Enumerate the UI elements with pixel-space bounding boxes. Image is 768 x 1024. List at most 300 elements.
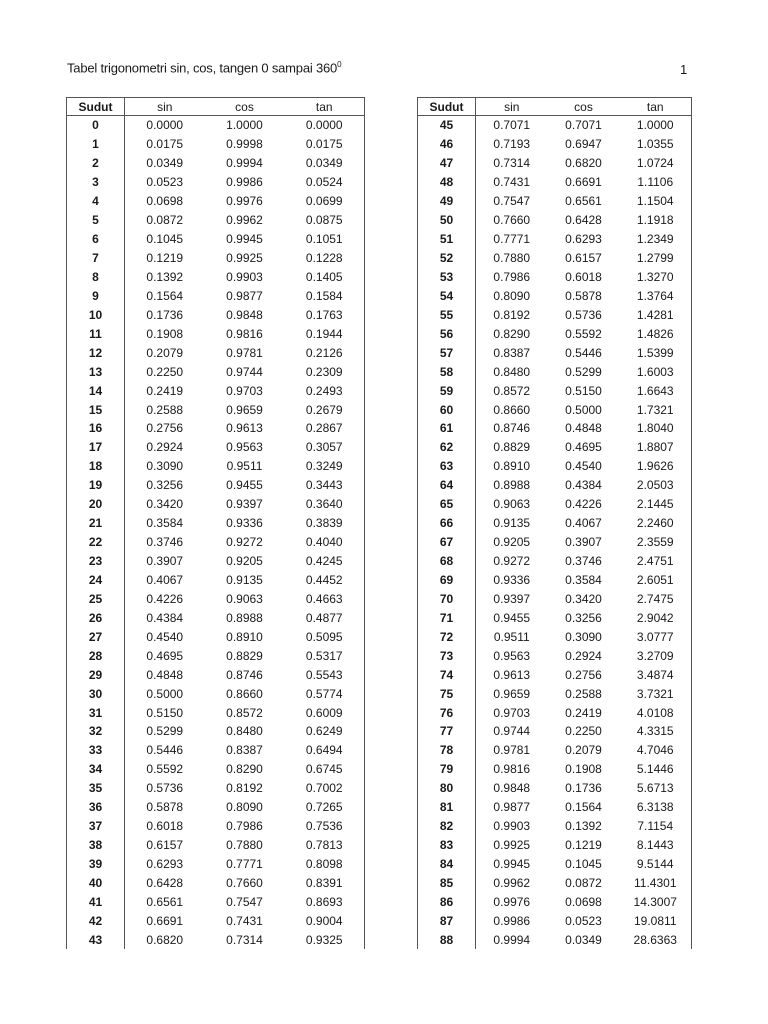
cell-tan: 0.2679 (285, 400, 365, 419)
cell-tan: 1.6643 (620, 381, 692, 400)
cell-cos: 0.5000 (565, 402, 602, 417)
cell-tan: 1.0724 (620, 154, 692, 173)
cell-sin: 0.3420 (146, 497, 184, 512)
table-row (418, 305, 692, 324)
table-row (67, 268, 365, 287)
table-row (418, 135, 692, 154)
table-row (67, 703, 365, 722)
cell-tan: 0.2309 (285, 362, 365, 381)
cell-cos: 0.4848 (565, 421, 602, 436)
cell-sudut: 7 (67, 249, 125, 268)
cell-sin: 0.8746 (493, 421, 531, 436)
cell-sudut: 6 (67, 230, 125, 249)
cell-sin: 0.9563 (493, 648, 531, 663)
cell-cos: 0.5736 (565, 307, 602, 322)
cell-tan: 2.0503 (620, 476, 692, 495)
table-row (67, 400, 365, 419)
cell-sin: 0.9816 (493, 762, 531, 777)
table-row (67, 930, 365, 949)
table-row (67, 173, 365, 192)
cell-tan: 1.1504 (620, 192, 692, 211)
cell-cos: 0.7660 (226, 875, 263, 890)
cell-tan: 0.5317 (285, 646, 365, 665)
cell-tan: 2.2460 (620, 514, 692, 533)
cell-sin: 0.5000 (146, 686, 184, 701)
cell-cos: 0.1908 (565, 762, 602, 777)
cell-tan: 3.4874 (620, 665, 692, 684)
cell-tan: 1.5399 (620, 343, 692, 362)
cell-sudut: 23 (67, 552, 125, 571)
cell-tan: 0.0699 (285, 192, 365, 211)
cell-cos: 0.9816 (226, 326, 263, 341)
cell-cos: 0.2250 (565, 724, 602, 739)
cell-tan: 1.0000 (620, 116, 692, 135)
table-row (418, 154, 692, 173)
cell-sudut: 41 (67, 892, 125, 911)
cell-tan: 1.3270 (620, 268, 692, 287)
cell-sudut: 28 (67, 646, 125, 665)
cell-cos: 0.9613 (226, 421, 263, 436)
cell-tan: 0.8098 (285, 855, 365, 874)
cell-sudut: 71 (418, 608, 476, 627)
cell-cos: 0.5150 (565, 383, 602, 398)
table-row (418, 722, 692, 741)
cell-sudut: 83 (418, 836, 476, 855)
cell-sudut: 13 (67, 362, 125, 381)
cell-sin: 0.3584 (146, 516, 184, 531)
cell-sudut: 37 (67, 817, 125, 836)
cell-cos: 0.4695 (565, 440, 602, 455)
cell-tan: 1.1918 (620, 211, 692, 230)
cell-sin: 0.4067 (146, 572, 184, 587)
cell-sin: 0.8090 (493, 288, 531, 303)
table-row (67, 855, 365, 874)
cell-tan: 0.6249 (285, 722, 365, 741)
cell-sudut: 80 (418, 779, 476, 798)
cell-tan: 4.3315 (620, 722, 692, 741)
table-row (418, 362, 692, 381)
cell-sudut: 69 (418, 571, 476, 590)
cell-sin: 0.6018 (146, 819, 184, 834)
cell-sin: 0.2588 (146, 402, 184, 417)
table-row (418, 779, 692, 798)
table-row (418, 798, 692, 817)
cell-sin: 0.8192 (493, 307, 531, 322)
table-row (418, 684, 692, 703)
cell-tan: 1.1106 (620, 173, 692, 192)
cell-sudut: 86 (418, 892, 476, 911)
cell-sin: 0.7660 (493, 213, 531, 228)
cell-sin: 0.7771 (493, 232, 531, 247)
cell-tan: 0.3443 (285, 476, 365, 495)
cell-sin: 0.0523 (146, 175, 184, 190)
cell-cos: 0.0872 (565, 875, 602, 890)
cell-tan: 0.8693 (285, 892, 365, 911)
table-row (418, 419, 692, 438)
cell-cos: 0.6561 (565, 194, 602, 209)
cell-tan: 3.7321 (620, 684, 692, 703)
cell-sudut: 73 (418, 646, 476, 665)
cell-sudut: 11 (67, 324, 125, 343)
cell-sudut: 4 (67, 192, 125, 211)
table-row (418, 855, 692, 874)
cell-sin: 0.4384 (146, 610, 184, 625)
cell-tan: 0.4452 (285, 571, 365, 590)
cell-cos: 0.5446 (565, 345, 602, 360)
cell-tan: 0.1763 (285, 305, 365, 324)
table-row (67, 457, 365, 476)
cell-tan: 0.3839 (285, 514, 365, 533)
cell-sudut: 3 (67, 173, 125, 192)
cell-sin: 0.2250 (146, 364, 184, 379)
cell-tan: 1.4281 (620, 305, 692, 324)
cell-sin: 0.8829 (493, 440, 531, 455)
cell-sin: 0.9976 (493, 894, 531, 909)
cell-sudut: 84 (418, 855, 476, 874)
header-sin: sin (125, 98, 205, 116)
cell-tan: 0.4040 (285, 533, 365, 552)
table-row (67, 684, 365, 703)
cell-sudut: 0 (67, 116, 125, 135)
table-row (67, 571, 365, 590)
cell-sin: 0.9703 (493, 705, 531, 720)
table-row (67, 627, 365, 646)
cell-sudut: 14 (67, 381, 125, 400)
cell-sudut: 64 (418, 476, 476, 495)
cell-tan: 1.0355 (620, 135, 692, 154)
cell-tan: 0.5095 (285, 627, 365, 646)
cell-cos: 0.0698 (565, 894, 602, 909)
cell-sin: 0.5446 (146, 743, 184, 758)
cell-sin: 0.4540 (146, 629, 184, 644)
cell-tan: 0.7265 (285, 798, 365, 817)
cell-sudut: 68 (418, 552, 476, 571)
cell-cos: 0.9744 (226, 364, 263, 379)
cell-sin: 0.7880 (493, 251, 531, 266)
cell-tan: 0.3640 (285, 495, 365, 514)
cell-sudut: 32 (67, 722, 125, 741)
table-row (67, 552, 365, 571)
cell-tan: 2.9042 (620, 608, 692, 627)
table-row (418, 892, 692, 911)
table-row (67, 514, 365, 533)
cell-sin: 0.6561 (146, 894, 184, 909)
cell-sudut: 38 (67, 836, 125, 855)
cell-sudut: 61 (418, 419, 476, 438)
table-row (418, 589, 692, 608)
cell-sudut: 20 (67, 495, 125, 514)
cell-cos: 0.8090 (226, 800, 263, 815)
table-row (67, 760, 365, 779)
table-row (418, 836, 692, 855)
table-row (418, 286, 692, 305)
cell-cos: 0.8988 (226, 610, 263, 625)
cell-cos: 0.9986 (226, 175, 263, 190)
table-row (67, 249, 365, 268)
cell-tan: 0.6009 (285, 703, 365, 722)
cell-sin: 0.9945 (493, 857, 531, 872)
cell-sudut: 26 (67, 608, 125, 627)
cell-cos: 0.1219 (565, 838, 602, 853)
cell-cos: 0.8746 (226, 667, 263, 682)
cell-tan: 0.5774 (285, 684, 365, 703)
cell-tan: 19.0811 (620, 911, 692, 930)
cell-sin: 0.0872 (146, 213, 184, 228)
cell-sudut: 45 (418, 116, 476, 135)
cell-sin: 0.9135 (493, 516, 531, 531)
cell-sudut: 35 (67, 779, 125, 798)
cell-cos: 0.9945 (226, 232, 263, 247)
cell-cos: 0.8387 (226, 743, 263, 758)
cell-cos: 0.4226 (565, 497, 602, 512)
cell-cos: 0.9998 (226, 137, 263, 152)
cell-sudut: 30 (67, 684, 125, 703)
cell-tan: 0.8391 (285, 874, 365, 893)
cell-sudut: 27 (67, 627, 125, 646)
cell-sin: 0.3090 (146, 459, 184, 474)
table-row (418, 817, 692, 836)
table-row (418, 230, 692, 249)
cell-sudut: 62 (418, 438, 476, 457)
cell-tan: 0.7813 (285, 836, 365, 855)
cell-sin: 0.9744 (493, 724, 531, 739)
cell-sudut: 63 (418, 457, 476, 476)
cell-sin: 0.1736 (146, 307, 184, 322)
cell-sin: 0.9205 (493, 535, 531, 550)
cell-tan: 3.0777 (620, 627, 692, 646)
cell-sin: 0.9781 (493, 743, 531, 758)
table-row (67, 476, 365, 495)
cell-sin: 0.7071 (493, 118, 531, 133)
cell-sin: 0.8480 (493, 364, 531, 379)
cell-tan: 2.4751 (620, 552, 692, 571)
table-row (418, 627, 692, 646)
header-tan: tan (285, 98, 365, 116)
cell-sin: 0.9659 (493, 686, 531, 701)
table-row (67, 911, 365, 930)
cell-sudut: 1 (67, 135, 125, 154)
header-sin: sin (476, 98, 548, 116)
cell-sin: 0.1045 (146, 232, 184, 247)
table-row (67, 798, 365, 817)
cell-sudut: 66 (418, 514, 476, 533)
cell-sin: 0.2924 (146, 440, 184, 455)
cell-tan: 0.3057 (285, 438, 365, 457)
cell-cos: 0.3420 (565, 591, 602, 606)
cell-sin: 0.6820 (146, 932, 184, 947)
cell-sudut: 51 (418, 230, 476, 249)
table-row (418, 741, 692, 760)
cell-sudut: 17 (67, 438, 125, 457)
table-row (418, 192, 692, 211)
cell-cos: 0.6820 (565, 156, 602, 171)
cell-sudut: 48 (418, 173, 476, 192)
cell-cos: 0.9455 (226, 478, 263, 493)
table-row (418, 571, 692, 590)
cell-cos: 0.8192 (226, 781, 263, 796)
cell-cos: 0.6293 (565, 232, 602, 247)
cell-sudut: 59 (418, 381, 476, 400)
table-row (418, 646, 692, 665)
table-row (67, 722, 365, 741)
cell-cos: 0.8829 (226, 648, 263, 663)
cell-tan: 5.1446 (620, 760, 692, 779)
cell-cos: 0.9962 (226, 213, 263, 228)
cell-sudut: 49 (418, 192, 476, 211)
cell-sin: 0.7314 (493, 156, 531, 171)
cell-sudut: 75 (418, 684, 476, 703)
table-row (418, 760, 692, 779)
table-row (418, 930, 692, 949)
cell-cos: 0.7986 (226, 819, 263, 834)
table-row (418, 495, 692, 514)
cell-cos: 0.9925 (226, 251, 263, 266)
cell-tan: 0.4877 (285, 608, 365, 627)
cell-tan: 0.5543 (285, 665, 365, 684)
cell-cos: 0.8290 (226, 762, 263, 777)
cell-tan: 5.6713 (620, 779, 692, 798)
cell-sin: 0.0175 (146, 137, 184, 152)
cell-tan: 0.7536 (285, 817, 365, 836)
cell-sin: 0.7431 (493, 175, 531, 190)
cell-cos: 0.1045 (565, 857, 602, 872)
cell-cos: 0.9336 (226, 516, 263, 531)
cell-sin: 0.2419 (146, 383, 184, 398)
trig-table-right (417, 97, 692, 949)
cell-tan: 0.0175 (285, 135, 365, 154)
cell-cos: 0.9135 (226, 572, 263, 587)
cell-sudut: 2 (67, 154, 125, 173)
cell-sin: 0.9336 (493, 572, 531, 587)
cell-sin: 0.9994 (493, 932, 531, 947)
cell-sudut: 40 (67, 874, 125, 893)
cell-cos: 0.9903 (226, 269, 263, 284)
table-row (67, 665, 365, 684)
header-tan: tan (620, 98, 692, 116)
table-row (418, 173, 692, 192)
table-row (418, 476, 692, 495)
table-row (418, 665, 692, 684)
cell-sin: 0.5592 (146, 762, 184, 777)
table-row (418, 249, 692, 268)
cell-cos: 0.1736 (565, 781, 602, 796)
cell-tan: 0.2867 (285, 419, 365, 438)
table-row (67, 495, 365, 514)
cell-sudut: 33 (67, 741, 125, 760)
cell-cos: 0.9272 (226, 535, 263, 550)
cell-tan: 28.6363 (620, 930, 692, 949)
table-row (418, 268, 692, 287)
cell-cos: 1.0000 (226, 118, 263, 133)
cell-tan: 4.0108 (620, 703, 692, 722)
cell-sin: 0.7193 (493, 137, 531, 152)
cell-sin: 0.5878 (146, 800, 184, 815)
cell-sin: 0.3256 (146, 478, 184, 493)
title-degree-superscript: 0 (337, 60, 342, 69)
table-row (67, 286, 365, 305)
cell-cos: 0.9848 (226, 307, 263, 322)
cell-sin: 0.1908 (146, 326, 184, 341)
table-row (67, 211, 365, 230)
cell-sudut: 15 (67, 400, 125, 419)
table-row (67, 892, 365, 911)
header-sudut: Sudut (418, 98, 476, 116)
cell-tan: 0.6745 (285, 760, 365, 779)
cell-sin: 0.9272 (493, 554, 531, 569)
cell-sudut: 29 (67, 665, 125, 684)
cell-sudut: 9 (67, 286, 125, 305)
cell-sin: 0.3746 (146, 535, 184, 550)
cell-tan: 4.7046 (620, 741, 692, 760)
cell-sudut: 53 (418, 268, 476, 287)
cell-cos: 0.8480 (226, 724, 263, 739)
table-row (418, 324, 692, 343)
cell-cos: 0.7314 (226, 932, 263, 947)
cell-sin: 0.9925 (493, 838, 531, 853)
cell-tan: 1.8040 (620, 419, 692, 438)
table-row (67, 741, 365, 760)
cell-sudut: 36 (67, 798, 125, 817)
cell-tan: 2.1445 (620, 495, 692, 514)
cell-sudut: 42 (67, 911, 125, 930)
table-header-row (418, 98, 692, 116)
cell-sin: 0.9063 (493, 497, 531, 512)
cell-tan: 9.5144 (620, 855, 692, 874)
table-row (418, 874, 692, 893)
table-row (67, 874, 365, 893)
cell-cos: 0.7880 (226, 838, 263, 853)
cell-sin: 0.9613 (493, 667, 531, 682)
cell-sudut: 50 (418, 211, 476, 230)
cell-cos: 0.0349 (565, 932, 602, 947)
cell-tan: 0.1228 (285, 249, 365, 268)
cell-sudut: 88 (418, 930, 476, 949)
cell-tan: 0.4663 (285, 589, 365, 608)
table-row (418, 116, 692, 135)
cell-tan: 6.3138 (620, 798, 692, 817)
cell-cos: 0.6018 (565, 269, 602, 284)
cell-cos: 0.9063 (226, 591, 263, 606)
cell-tan: 0.1584 (285, 286, 365, 305)
cell-tan: 1.3764 (620, 286, 692, 305)
cell-cos: 0.5592 (565, 326, 602, 341)
cell-sudut: 22 (67, 533, 125, 552)
cell-tan: 1.4826 (620, 324, 692, 343)
cell-sin: 0.0000 (146, 118, 184, 133)
cell-cos: 0.3584 (565, 572, 602, 587)
cell-cos: 0.2924 (565, 648, 602, 663)
table-row (67, 343, 365, 362)
cell-cos: 0.2079 (565, 743, 602, 758)
cell-tan: 1.8807 (620, 438, 692, 457)
table-row (67, 154, 365, 173)
table-row (67, 817, 365, 836)
cell-tan: 0.7002 (285, 779, 365, 798)
table-header-row (67, 98, 365, 116)
cell-cos: 0.9877 (226, 288, 263, 303)
cell-sin: 0.4226 (146, 591, 184, 606)
cell-tan: 1.2799 (620, 249, 692, 268)
cell-sudut: 57 (418, 343, 476, 362)
cell-sin: 0.9877 (493, 800, 531, 815)
cell-sudut: 34 (67, 760, 125, 779)
cell-tan: 8.1443 (620, 836, 692, 855)
cell-tan: 0.1405 (285, 268, 365, 287)
cell-sin: 0.2756 (146, 421, 184, 436)
cell-cos: 0.7771 (226, 857, 263, 872)
cell-tan: 1.2349 (620, 230, 692, 249)
cell-sudut: 79 (418, 760, 476, 779)
